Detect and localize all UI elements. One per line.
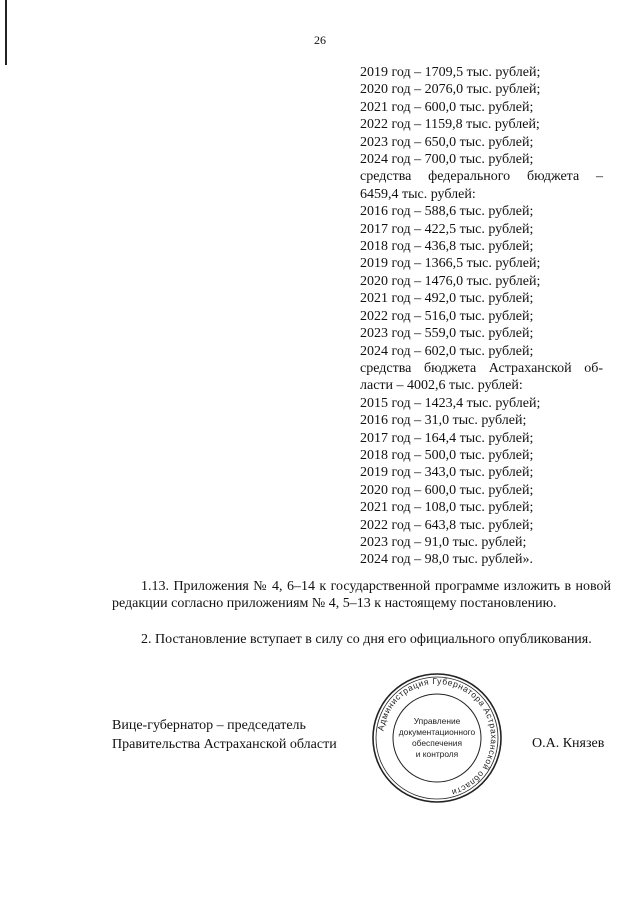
stamp-center-text: Управление (413, 716, 461, 726)
list-item: 2019 год – 1709,5 тыс. рублей; (360, 65, 541, 80)
list-item: 2017 год – 422,5 тыс. рублей; (360, 221, 534, 237)
list-item: 2022 год – 643,8 тыс. рублей; (360, 517, 534, 533)
list-item: 2022 год – 516,0 тыс. рублей; (360, 308, 534, 324)
list-item: 2023 год – 650,0 тыс. рублей; (360, 134, 534, 150)
list-item: 2018 год – 436,8 тыс. рублей; (360, 239, 534, 255)
list-heading-federal-total: 6459,4 тыс. рублей: (360, 186, 476, 202)
list-item: 2018 год – 500,0 тыс. рублей; (360, 447, 534, 463)
list-item: 2020 год – 1476,0 тыс. рублей; (360, 273, 541, 289)
paragraph-text: 2. Постановление вступает в силу со дня его официального опубликования. (141, 632, 592, 647)
list-item: 2024 год – 602,0 тыс. рублей; (360, 343, 534, 359)
list-item: 2015 год – 1423,4 тыс. рублей; (360, 395, 541, 411)
page-number: 26 (314, 33, 326, 47)
list-heading-regional: средства бюджета Астраханской об- (360, 360, 603, 376)
list-item: 2024 год – 98,0 тыс. рублей». (360, 552, 533, 568)
signatory-name: О.А. Князев (532, 736, 605, 751)
budget-list (360, 64, 603, 569)
stamp-ring-text: Администрация Губернатора Астраханской области (375, 675, 500, 798)
stamp-center-text: документационного (398, 727, 476, 737)
list-item: 2017 год – 164,4 тыс. рублей; (360, 430, 534, 446)
list-item: 2023 год – 559,0 тыс. рублей; (360, 326, 534, 342)
list-item: 2022 год – 1159,8 тыс. рублей; (360, 117, 540, 133)
list-item: 2021 год – 492,0 тыс. рублей; (360, 291, 534, 307)
list-item: 2016 год – 31,0 тыс. рублей; (360, 413, 527, 429)
official-stamp (371, 672, 503, 804)
list-item: 2024 год – 700,0 тыс. рублей; (360, 152, 534, 168)
list-item: 2019 год – 1366,5 тыс. рублей; (360, 256, 541, 272)
paragraph-2 (112, 631, 611, 648)
signatory-title-line-1: Вице-губернатор – председатель (112, 718, 306, 733)
signatory-title (112, 716, 337, 754)
list-item: 2021 год – 108,0 тыс. рублей; (360, 500, 534, 516)
signatory-title-line-2: Правительства Астраханской области (112, 737, 337, 752)
list-heading-regional-total: ласти – 4002,6 тыс. рублей: (360, 378, 523, 394)
list-item: 2023 год – 91,0 тыс. рублей; (360, 534, 527, 550)
list-item: 2021 год – 600,0 тыс. рублей; (360, 99, 534, 115)
list-heading-federal: средства федерального бюджета – (360, 169, 603, 185)
list-item: 2020 год – 600,0 тыс. рублей; (360, 482, 534, 498)
stamp-center-text: обеспечения (412, 738, 462, 748)
list-item: 2020 год – 2076,0 тыс. рублей; (360, 82, 541, 98)
paragraph-text: 1.13. Приложения № 4, 6–14 к государственной программе изложить в новой редакции согласно приложениям № 4, 5–13 к настоящему постановлению. (112, 579, 611, 612)
list-item: 2019 год – 343,0 тыс. рублей; (360, 465, 534, 481)
stamp-center-text: и контроля (415, 749, 459, 759)
paragraph-1-13 (112, 578, 611, 613)
stamp-seal-icon (371, 672, 503, 804)
list-item: 2016 год – 588,6 тыс. рублей; (360, 204, 534, 220)
